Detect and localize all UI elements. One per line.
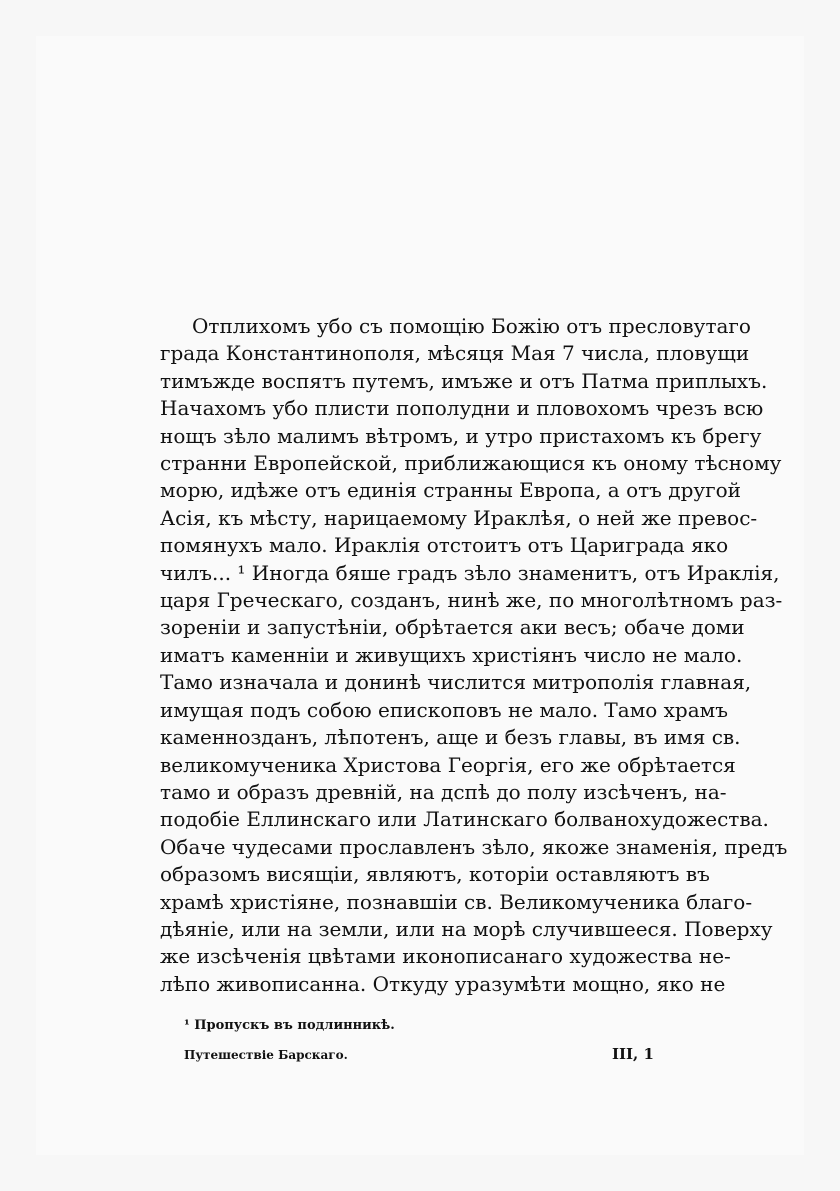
- text-line: помянухъ мало. Ираклія отстоитъ отъ Цариграда яко: [160, 533, 729, 558]
- text-line: града Константинополя, мѣсяця Мая 7 числа, пловущи: [160, 341, 750, 366]
- text-line: зореніи и запустѣніи, обрѣтается аки весъ; обаче доми: [160, 615, 745, 640]
- text-line: дѣяніе, или на земли, или на морѣ случившееся. Поверху: [160, 916, 773, 941]
- text-line: Тамо изначала и донинѣ числится митрополія главная,: [160, 670, 752, 695]
- text-line: морю, идѣже отъ единія странны Европа, а отъ другой: [160, 478, 741, 503]
- text-line: нощъ зѣло малимъ вѣтромъ, и утро пристахомъ къ брегу: [160, 423, 762, 448]
- text-line: Начахомъ убо плисти пополудни и пловохомъ чрезъ всю: [160, 396, 764, 421]
- footnote: ¹ Пропускъ въ подлинникѣ.: [184, 1018, 395, 1033]
- text-line: образомъ висящіи, являютъ, которіи оставляютъ въ: [160, 862, 710, 887]
- printer-signature: Путешествіе Барскаго.: [184, 1048, 348, 1062]
- text-line: Асія, къ мѣсту, нарицаемому Ираклѣя, о ней же превос-: [160, 505, 758, 530]
- text-line: Отплихомъ убо съ помощію Божію отъ пресловутаго: [192, 314, 751, 338]
- text-line: тимъжде воспятъ путемъ, имъже и отъ Патма приплыхъ.: [160, 368, 768, 393]
- text-line: лѣпо живописанна. Откуду уразумѣти мощно, яко не: [160, 971, 726, 996]
- text-line: тамо и образъ древній, на дспѣ до полу изсѣченъ, на-: [160, 779, 727, 804]
- text-line: Обаче чудесами прославленъ зѣло, якоже знаменія, предъ: [160, 834, 788, 859]
- text-line: же изсѣченія цвѣтами иконописанаго художества не-: [160, 944, 731, 969]
- sheet-mark: III, 1: [612, 1045, 654, 1063]
- text-line: имущая подъ собою епископовъ не мало. Тамо храмъ: [160, 697, 728, 722]
- text-line: храмѣ христіяне, познавшіи св. Великомученика благо-: [160, 889, 753, 914]
- body-text: [160, 313, 788, 998]
- text-line: царя Греческаго, созданъ, нинѣ же, по многолѣтномъ раз-: [160, 588, 783, 613]
- text-line: иматъ каменніи и живущихъ христіянъ число не мало.: [160, 642, 743, 667]
- text-line: каменнозданъ, лѣпотенъ, аще и безъ главы, въ имя св.: [160, 725, 741, 750]
- text-line: чилъ... ¹ Иногда бяше градъ зѣло знаменитъ, отъ Ираклія,: [160, 560, 780, 585]
- text-line: великомученика Христова Георгія, его же обрѣтается: [160, 752, 736, 777]
- text-line: подобіе Еллинскаго или Латинскаго болванохудожества.: [160, 807, 769, 832]
- text-line: странни Европейской, приближающися къ оному тѣсному: [160, 451, 782, 476]
